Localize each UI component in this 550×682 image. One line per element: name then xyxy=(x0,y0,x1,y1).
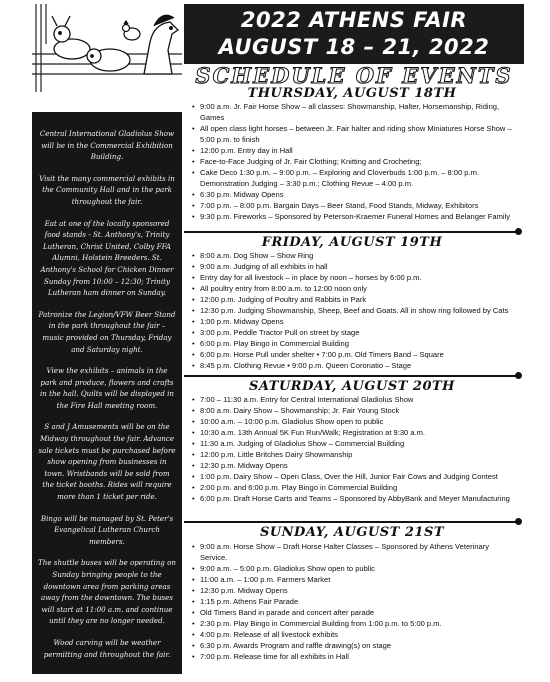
event-item: • 12:00 p.m. Judging of Poultry and Rabbits in Park xyxy=(192,294,518,305)
divider-dot xyxy=(515,372,522,379)
event-item: • 12:00 p.m. Entry day in Hall xyxy=(192,145,518,156)
section-divider xyxy=(184,521,518,523)
sidebar-note: The shuttle buses will be operating on Sunday bringing people to the downtown area from parking areas away from the downtown. The buses will start at 11:00 a.m. and continue until they are no longer needed. xyxy=(38,558,176,626)
sunday-events xyxy=(192,541,518,662)
event-item: • 10:30 a.m. 13th Annual 5K Fun Run/Walk; Registration at 9:30 a.m. xyxy=(192,427,518,438)
schedule-heading: SCHEDULE OF EVENTS xyxy=(195,63,513,88)
divider-dot xyxy=(515,518,522,525)
event-item: • 4:00 p.m. Release of all livestock exhibits xyxy=(192,629,518,640)
info-sidebar xyxy=(32,112,182,674)
event-item: • 3:00 p.m. Peddle Tractor Pull on street by stage xyxy=(192,327,518,338)
event-item: • 11:30 a.m. Judging of Gladiolus Show – Commercial Building xyxy=(192,438,518,449)
thursday-heading: THURSDAY, AUGUST 18TH xyxy=(247,86,457,101)
goat-icon xyxy=(52,16,90,59)
sunday-heading: SUNDAY, AUGUST 21ST xyxy=(259,525,445,540)
sidebar-note: Visit the many commercial exhibits in the Community Hall and in the park throughout the fair. xyxy=(39,173,175,206)
event-item: • 8:00 a.m. Dog Show – Show Ring xyxy=(192,250,518,261)
fair-title: 2022 ATHENS FAIR xyxy=(240,8,468,32)
event-item: • 12:30 p.m. Judging Showmanship, Sheep, Beef and Goats. All in show ring followed by Cats xyxy=(192,305,518,316)
event-item: • 9:00 a.m. Jr. Fair Horse Show – all classes: Showmanship, Halter, Horsemanship, Riding, Games xyxy=(192,101,518,123)
sidebar-note: Central International Gladiolus Show will be in the Commercial Exhibition Building. xyxy=(39,129,175,162)
saturday-events xyxy=(192,394,518,504)
sidebar-note: View the exhibits – animals in the park and produce, flowers and crafts in the hall. Quilts will be displayed in the Fire Hall meeting room. xyxy=(40,366,174,410)
thursday-events xyxy=(192,101,518,222)
event-item: • 6:00 p.m. Play Bingo in Commercial Building xyxy=(192,338,518,349)
section-divider xyxy=(184,231,518,233)
event-item: • 8:45 p.m. Clothing Revue • 9:00 p.m. Queen Coronatio – Stage xyxy=(192,360,518,371)
event-item: • 6:00 p.m. Horse Pull under shelter • 7:00 p.m. Old Timers Band – Square xyxy=(192,349,518,360)
event-item: • 8:00 a.m. Dairy Show – Showmanship; Jr. Fair Young Stock xyxy=(192,405,518,416)
event-item: • All poultry entry from 8:00 a.m. to 12:00 noon only xyxy=(192,283,518,294)
event-item: • 2:00 p.m. and 6:00 p.m. Play Bingo in Commercial Building xyxy=(192,482,518,493)
chicken-icon xyxy=(123,21,141,40)
event-item: • 6:00 p.m. Draft Horse Carts and Teams – Sponsored by AbbyBank and Meyer Manufacturing xyxy=(192,493,518,504)
divider-dot xyxy=(515,228,522,235)
event-item: • 1:00 p.m. Midway Opens xyxy=(192,316,518,327)
friday-heading: FRIDAY, AUGUST 19TH xyxy=(261,235,443,250)
event-item: • 12:30 p.m. Midway Opens xyxy=(192,585,518,596)
friday-events xyxy=(192,250,518,371)
event-item: • 2:30 p.m. Play Bingo in Commercial Building from 1:00 p.m. to 5:00 p.m. xyxy=(192,618,518,629)
event-item: • 7:00 p.m. Release time for all exhibits in Hall xyxy=(192,651,518,662)
event-item: • 12:30 p.m. Midway Opens xyxy=(192,460,518,471)
event-item: • 12:00 p.m. Little Britches Dairy Showmanship xyxy=(192,449,518,460)
event-item: • Cake Deco 1:30 p.m. – 9:00 p.m. – Exploring and Cloverbuds 1:00 p.m. – 8:00 p.m. Demonstration Judging – 3:30 p.m.; Clothing Revue – 4:00 p.m. xyxy=(192,167,518,189)
event-item: • All open class light horses – between Jr. Fair halter and riding show Miniatures Horse Show – 5:00 p.m. to finish xyxy=(192,123,518,145)
sidebar-note: Bingo will be managed by St. Peter's Evangelical Lutheran Church members. xyxy=(40,513,174,546)
saturday-heading: SATURDAY, AUGUST 20TH xyxy=(249,379,455,394)
event-item: • 6:30 p.m. Midway Opens xyxy=(192,189,518,200)
fair-dates: AUGUST 18 – 21, 2022 xyxy=(218,35,490,59)
horse-icon xyxy=(144,15,178,74)
event-item: • 9:30 p.m. Fireworks – Sponsored by Peterson-Kraemer Funeral Homes and Belanger Family xyxy=(192,211,518,222)
pig-icon xyxy=(87,49,130,71)
fair-animals-illustration xyxy=(32,4,182,92)
section-divider xyxy=(184,375,518,377)
event-item: • 9:00 a.m. Horse Show – Draft Horse Halter Classes – Sponsored by Athens Veterinary Service. xyxy=(192,541,518,563)
event-item: • 7:00 – 11:30 a.m. Entry for Central International Gladiolus Show xyxy=(192,394,518,405)
sidebar-note: S and J Amusements will be on the Midway throughout the fair. Advance sale tickets must be purchased before show opening from businesses in town. Wristbands will be sold from the ticket booths. Rides will require more than 1 ticket per ride. xyxy=(38,422,176,502)
sidebar-note: Eat at one of the locally sponsored food stands - St. Anthony's, Trinity Lutheran, Christ United, Colby FFA Alumni, Holstein Breeders. St. Anthony's School for Chicken Dinner Sunday from 10:00 – 12:30; Trinity Lutheran ham dinner on Sunday. xyxy=(40,218,174,298)
title-banner xyxy=(184,4,524,64)
event-item: • Entry day for all livestock – in place by noon – horses by 6:00 p.m. xyxy=(192,272,518,283)
event-item: • 9:00 a.m. Judging of all exhibits in hall xyxy=(192,261,518,272)
event-item: • 1:15 p.m. Athens Fair Parade xyxy=(192,596,518,607)
event-item: • 6:30 p.m. Awards Program and raffle drawing(s) on stage xyxy=(192,640,518,651)
sidebar-note: Patronize the Legion/VFW Beer Stand in the park throughout the fair – music provided on Thursday, Friday and Saturday night. xyxy=(38,309,176,354)
sidebar-note: Wood carving will be weather permitting and throughout the fair. xyxy=(43,637,171,659)
event-item: • Face-to-Face Judging of Jr. Fair Clothing; Knitting and Crocheting; xyxy=(192,156,518,167)
event-item: • 7:00 p.m. – 8:00 p.m. Bargain Days – Beer Stand, Food Stands, Midway, Exhibitors xyxy=(192,200,518,211)
event-item: • 10:00 a.m. – 10:00 p.m. Gladiolus Show open to public xyxy=(192,416,518,427)
event-item: • 9:00 a.m. – 5:00 p.m. Gladiolus Show open to public xyxy=(192,563,518,574)
event-item: • 11:00 a.m. – 1:00 p.m. Farmers Market xyxy=(192,574,518,585)
event-item: • 1:00 p.m. Dairy Show – Open Class, Over the Hill, Junior Fair Cows and Judging Contest xyxy=(192,471,518,482)
event-item: • Old Timers Band in parade and concert after parade xyxy=(192,607,518,618)
